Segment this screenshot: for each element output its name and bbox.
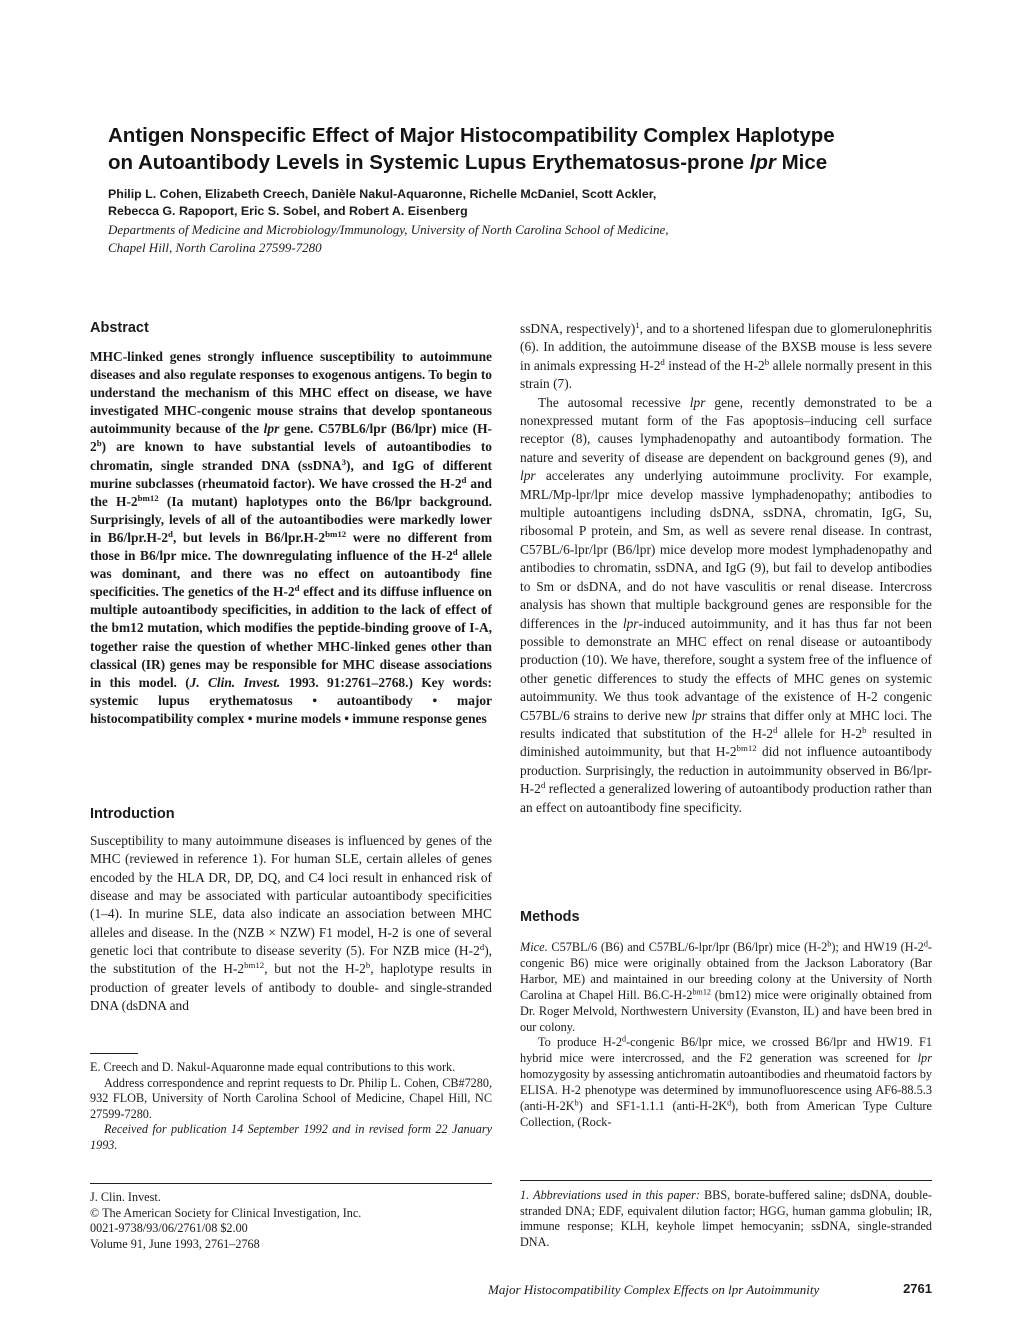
text-part: ); and HW19 (H-2 xyxy=(831,940,924,954)
title-line-2 xyxy=(108,149,928,176)
methods-breeding-paragraph xyxy=(520,1035,932,1130)
text-part: strains that differ only at MHC loci. The results indicated that substitution of the H-2 xyxy=(520,707,932,741)
abstract-part: gene. C57BL6/lpr (B6/lpr) mice (H-2 xyxy=(90,421,492,455)
title-line-2-text: on Autoantibody Levels in Systemic Lupus Erythematosus-prone xyxy=(108,151,750,174)
superscript: bm12 xyxy=(137,492,159,503)
intro-part: , haplotype results in production of greater levels of antibody to double- and single-stranded DNA (dsDNA and xyxy=(90,961,492,1014)
abstract-part: ) are known to have substantial levels of autoantibodies to chromatin, single stranded DNA (ssDNA xyxy=(90,439,492,473)
text-part: (bm12) mice were originally obtained from Dr. Roger Melvold, Northwestern University (Evanston, IL) and have been bred in our colony. xyxy=(520,987,932,1034)
citation-block xyxy=(90,1190,492,1252)
abstract-part: MHC-linked genes strongly influence susceptibility to autoimmune diseases and also regulate responses to exogenous antigens. To begin to understand the mechanism of this MHC effect on disease, we have investigated MHC-congenic mouse strains that develop spontaneous autoimmunity because of the xyxy=(90,349,492,437)
text-part: gene, recently demonstrated to be a nonexpressed mutant form of the Fas apoptosis–inducing cell surface receptor (8), causes lymphadenopathy and autoantibody formation. The nature and severity of disease are dependent on background genes (9), and xyxy=(520,394,932,465)
introduction-continued xyxy=(520,320,932,817)
author-list xyxy=(108,186,928,220)
article-title xyxy=(108,122,928,176)
superscript: b xyxy=(827,939,832,949)
citation-copyright: © The American Society for Clinical Investigation, Inc. xyxy=(90,1205,362,1220)
text-part: -congenic B6/lpr mice, we crossed B6/lpr and HW19. F1 hybrid mice were intercrossed, and the F2 generation was screened for xyxy=(520,1035,932,1066)
abbreviation-rule xyxy=(520,1180,932,1181)
citation-volume: Volume 91, June 1993, 2761–2768 xyxy=(90,1236,260,1251)
text-part: ), both from American Type Culture Collection, (Rock- xyxy=(520,1099,932,1129)
superscript: d xyxy=(168,529,173,540)
introduction-heading: Introduction xyxy=(90,806,175,822)
superscript: b xyxy=(574,1098,579,1108)
superscript: d xyxy=(923,939,928,949)
intro-part: ), the substitution of the H-2 xyxy=(90,943,492,977)
superscript: d xyxy=(773,725,778,736)
footnotes xyxy=(90,1060,492,1154)
received-dates: Received for publication 14 September 1992 and in revised form 22 January 1993. xyxy=(90,1122,492,1152)
superscript: b xyxy=(862,725,867,736)
affiliation xyxy=(108,221,928,257)
text-part: accelerates any underlying autoimmune proclivity. For example, MRL/Mp-lpr/lpr mice develop massive lymphadenopathy; antibodies to multiple autoantigens including dsDNA, ssDNA, chromatin, IgG, Su, ribosomal P protein, and Sm, as well as severe renal disease. In contrast, C57BL/6-lpr/lpr (B6/lpr) mice develop more modest lymphadenopathy and antibodies to chromatin, ssDNA, and IgG (9), but fail to develop antibodies to Sm or dsDNA, and do not have vasculitis or renal disease. Intercross analysis has shown that multiple background genes are responsible for the differences in the xyxy=(520,468,932,631)
authors-line-2: Rebecca G. Rapoport, Eric S. Sobel, and Robert A. Eisenberg xyxy=(108,204,468,218)
superscript: d xyxy=(294,583,300,594)
authors-line-1: Philip L. Cohen, Elizabeth Creech, Danièle Nakul-Aquaronne, Richelle McDaniel, Scott Ackler, xyxy=(108,187,657,201)
superscript: bm12 xyxy=(244,960,265,971)
superscript: d xyxy=(540,780,546,791)
lpr-term: lpr xyxy=(689,394,706,410)
lpr-term: lpr xyxy=(917,1051,932,1066)
text-part: The autosomal recessive xyxy=(538,394,690,410)
abstract-part: and the H-2 xyxy=(90,475,493,509)
superscript: b xyxy=(365,960,371,971)
superscript: d xyxy=(479,942,485,953)
footnote-equal-contribution: E. Creech and D. Nakul-Aquaronne made equal contributions to this work. xyxy=(90,1060,456,1074)
citation-journal: J. Clin. Invest. xyxy=(90,1190,161,1204)
text-part: resulted in diminished autoimmunity, but that H-2 xyxy=(520,725,933,760)
superscript: b xyxy=(764,356,770,367)
abstract-part: , but levels in B6/lpr.H-2 xyxy=(172,529,326,545)
running-title: Major Histocompatibility Complex Effects on lpr Autoimmunity xyxy=(488,1282,820,1297)
footnote-address: Address correspondence and reprint requests to Dr. Philip L. Cohen, CB#7280, 932 FLOB, University of North Carolina School of Medicine, Chapel Hill, NC 27599-7280. xyxy=(90,1075,492,1121)
abbreviations-label: 1. Abbreviations used in this paper: xyxy=(520,1188,700,1202)
abstract-part: were no different from those in B6/lpr mice. The downregulating influence of the H-2 xyxy=(90,529,492,564)
abstract-text xyxy=(90,348,492,728)
superscript: bm12 xyxy=(736,743,757,754)
methods-heading: Methods xyxy=(520,909,580,925)
abstract-journal: J. Clin. Invest. xyxy=(189,674,281,690)
superscript: d xyxy=(727,1098,732,1108)
abstract-part: 1993. 91:2761–2768.) Key words: systemic lupus erythematosus • autoantibody • major histocompatibility complex • murine models • immune response genes xyxy=(90,674,492,726)
lpr-term: lpr xyxy=(622,615,639,631)
text-part: did not influence autoantibody production. Surprisingly, the reduction in autoimmunity observed in B6/lpr-H-2 xyxy=(520,744,933,797)
page-number: 2761 xyxy=(903,1281,932,1296)
superscript: d xyxy=(461,474,467,485)
citation-rule xyxy=(90,1183,492,1184)
text-part: ssDNA, respectively) xyxy=(520,321,636,336)
abstract-heading: Abstract xyxy=(90,320,149,336)
footnote-rule xyxy=(90,1053,138,1054)
superscript: bm12 xyxy=(325,529,347,540)
text-part: -congenic B6) mice were originally obtained from the Jackson Laboratory (Bar Harbor, ME) and maintained in our breeding colony at the University of North Carolina at Chapel Hill. B6.C-H-2 xyxy=(520,940,932,1002)
abstract-lpr: lpr xyxy=(263,421,280,437)
superscript: d xyxy=(452,547,458,558)
intro-part: , but not the H-2 xyxy=(264,961,366,977)
superscript: d xyxy=(621,1034,627,1044)
abbreviations-text: BBS, borate-buffered saline; dsDNA, double-stranded DNA; EDF, equivalent dilution factor; HGG, human gamma globulin; IR, immune response; KLH, keyhole limpet hemocyanin; ssDNA, single-stranded DNA. xyxy=(520,1188,932,1249)
abstract-part: (Ia mutant) haplotypes onto the B6/lpr background. Surprisingly, levels of all of the autoantibodies were markedly lower in B6/lpr.H-2 xyxy=(90,493,492,545)
text-part: instead of the H-2 xyxy=(664,357,765,373)
footnote-ref: 1 xyxy=(635,320,640,331)
text-part: ) and SF1-1.1.1 (anti-H-2K xyxy=(578,1099,728,1114)
methods-mice-paragraph xyxy=(520,940,932,1035)
methods-subheading-mice: Mice. xyxy=(520,940,548,954)
abbreviations-footnote xyxy=(520,1188,932,1250)
footnote-received xyxy=(90,1122,492,1153)
title-lpr: lpr xyxy=(749,151,776,174)
text-part: reflected a generalized lowering of autoantibody production rather than an effect on autoantibody fine specificity. xyxy=(520,781,932,815)
text-part: To produce H-2 xyxy=(538,1035,622,1050)
superscript: bm12 xyxy=(692,987,711,997)
text-part: -induced autoimmunity, and it has thus far not been possible to demonstrate an MHC effect on renal disease or autoantibody production (10). We have, therefore, sought a system free of the influence of other genetic differences to study the effects of MHC genes on systemic autoimmunity. We thus took advantage of the existence of H-2 congenic C57BL/6 strains to derive new xyxy=(520,615,932,723)
superscript: d xyxy=(660,356,665,367)
text-part: , and to a shortened lifespan due to glomerulonephritis (6). In addition, the autoimmune disease of the BXSB mouse is less severe in animals expressing H-2 xyxy=(520,321,933,373)
abstract-part: allele was dominant, and there was no effect on autoantibody fine specificities. The genetics of the H-2 xyxy=(90,548,493,600)
text-part: allele for H-2 xyxy=(777,725,863,741)
intro-part: Susceptibility to many autoimmune diseases is influenced by genes of the MHC (reviewed in reference 1). For human SLE, certain alleles of genes encoded by the HLA DR, DP, DQ, and C4 loci result in enhanced risk of disease and may be associated with particular autoantibody specificities (1–4). In murine SLE, data also indicate an association between MHC alleles and disease. In the (NZB × NZW) F1 model, H-2 is one of several genetic loci that contribute to disease severity (5). For NZB mice (H-2 xyxy=(90,833,492,959)
superscript: b xyxy=(96,438,102,449)
title-line-1: Antigen Nonspecific Effect of Major Histocompatibility Complex Haplotype xyxy=(108,124,835,147)
text-part: allele normally present in this strain (7). xyxy=(520,357,932,392)
affiliation-line-1: Departments of Medicine and Microbiology/Immunology, University of North Carolina School of Medicine, xyxy=(108,222,669,237)
methods-text xyxy=(520,940,932,1131)
lpr-term: lpr xyxy=(520,468,536,484)
text-part: C57BL/6 (B6) and C57BL/6-lpr/lpr (B6/lpr) mice (H-2 xyxy=(547,940,828,954)
affiliation-line-2: Chapel Hill, North Carolina 27599-7280 xyxy=(108,240,322,255)
citation-code: 0021-9738/93/06/2761/08 $2.00 xyxy=(90,1221,248,1236)
introduction-text xyxy=(90,832,492,1015)
text-part: homozygosity by assessing antichromatin autoantibodies and rheumatoid factors by ELISA. H-2 phenotype was determined by immunofluorescence using AF6-88.5.3 (anti-H-2K xyxy=(520,1067,932,1114)
intro-paragraph-lpr xyxy=(520,394,932,817)
abstract-part: effect and its diffuse influence on multiple autoantibody specificities, in addition to the lack of effect of the bm12 mutation, which modifies the peptide-binding groove of I-A, together raise the question of whether MHC-linked genes other than classical (IR) genes may be responsible for MHC disease associations in this model. ( xyxy=(90,584,493,690)
intro-paragraph-continued xyxy=(520,320,932,394)
title-line-2-end: Mice xyxy=(775,151,828,174)
lpr-term: lpr xyxy=(691,707,707,723)
footnote-ref: 3 xyxy=(341,456,347,467)
abstract-part: ), and IgG of different murine subclasses (rheumatoid factor). We have crossed the H-2 xyxy=(90,457,492,491)
